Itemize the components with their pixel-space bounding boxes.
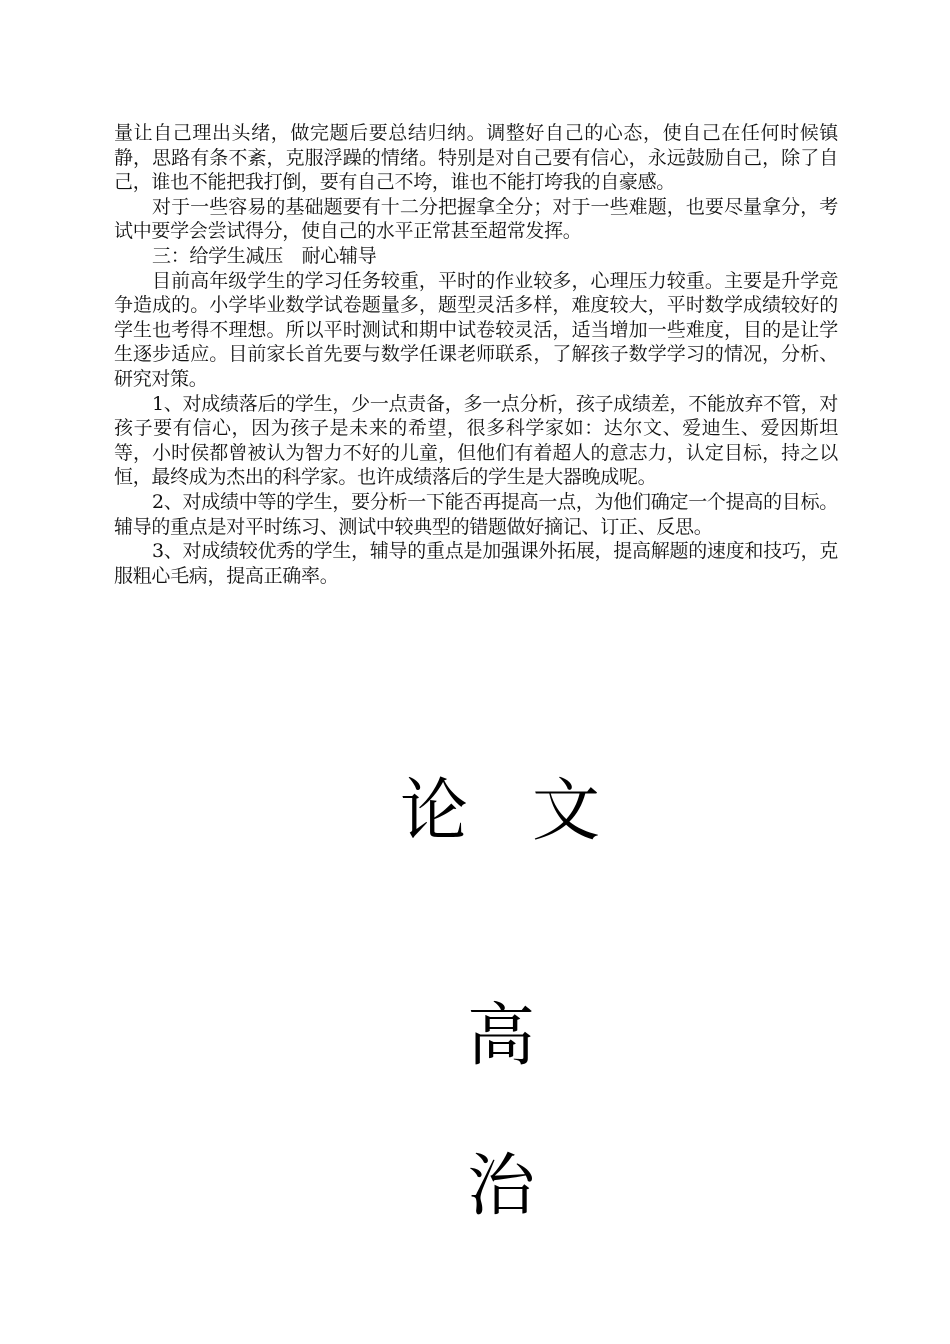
cover-char-gao: 高 bbox=[467, 997, 536, 1076]
paragraph-3: 目前高年级学生的学习任务较重，平时的作业较多，心理压力较重。主要是升学竞争造成的。小学毕业数学试卷题量多，题型灵活多样，难度较大，平时数学成绩较好的学生也考得不理想。所以平时测试和期中试卷较灵活，适当增加一些难度，目的是让学生逐步适应。目前家长首先要与数学任课老师联系，了解孩子数学学习的情况，分析、研究对策。 bbox=[114, 269, 838, 390]
section-heading: 三：给学生减压 耐心辅导 bbox=[152, 244, 377, 267]
paragraph-6: 3、对成绩较优秀的学生，辅导的重点是加强课外拓展，提高解题的速度和技巧，克服粗心毛病，提高正确率。 bbox=[114, 540, 838, 587]
cover-title-lunwen: 论文 bbox=[400, 772, 665, 851]
paragraph-5: 2、对成绩中等的学生，要分析一下能否再提高一点，为他们确定一个提高的目标。辅导的重点是对平时练习、测试中较典型的错题做好摘记、订正、反思。 bbox=[114, 490, 838, 538]
cover-char-zhi: 治 bbox=[467, 1147, 536, 1226]
body-text bbox=[114, 121, 838, 588]
paragraph-1: 量让自己理出头绪，做完题后要总结归纳。调整好自己的心态，使自己在任何时候镇静，思路有条不紊，克服浮躁的情绪。特别是对自己要有信心，永远鼓励自己，除了自己，谁也不能把我打倒，要有自己不垮，谁也不能打垮我的自豪感。 bbox=[114, 122, 838, 194]
paragraph-4: 1、对成绩落后的学生，少一点责备，多一点分析，孩子成绩差，不能放弃不管，对孩子要有信心，因为孩子是未来的希望，很多科学家如：达尔文、爱迪生、爱因斯坦等，小时侯都曾被认为智力不好的儿童，但他们有着超人的意志力，认定目标，持之以恒，最终成为杰出的科学家。也许成绩落后的学生是大器晚成呢。 bbox=[114, 392, 838, 489]
paragraph-2: 对于一些容易的基础题要有十二分把握拿全分；对于一些难题，也要尽量拿分，考试中要学会尝试得分，使自己的水平正常甚至超常发挥。 bbox=[114, 195, 838, 243]
